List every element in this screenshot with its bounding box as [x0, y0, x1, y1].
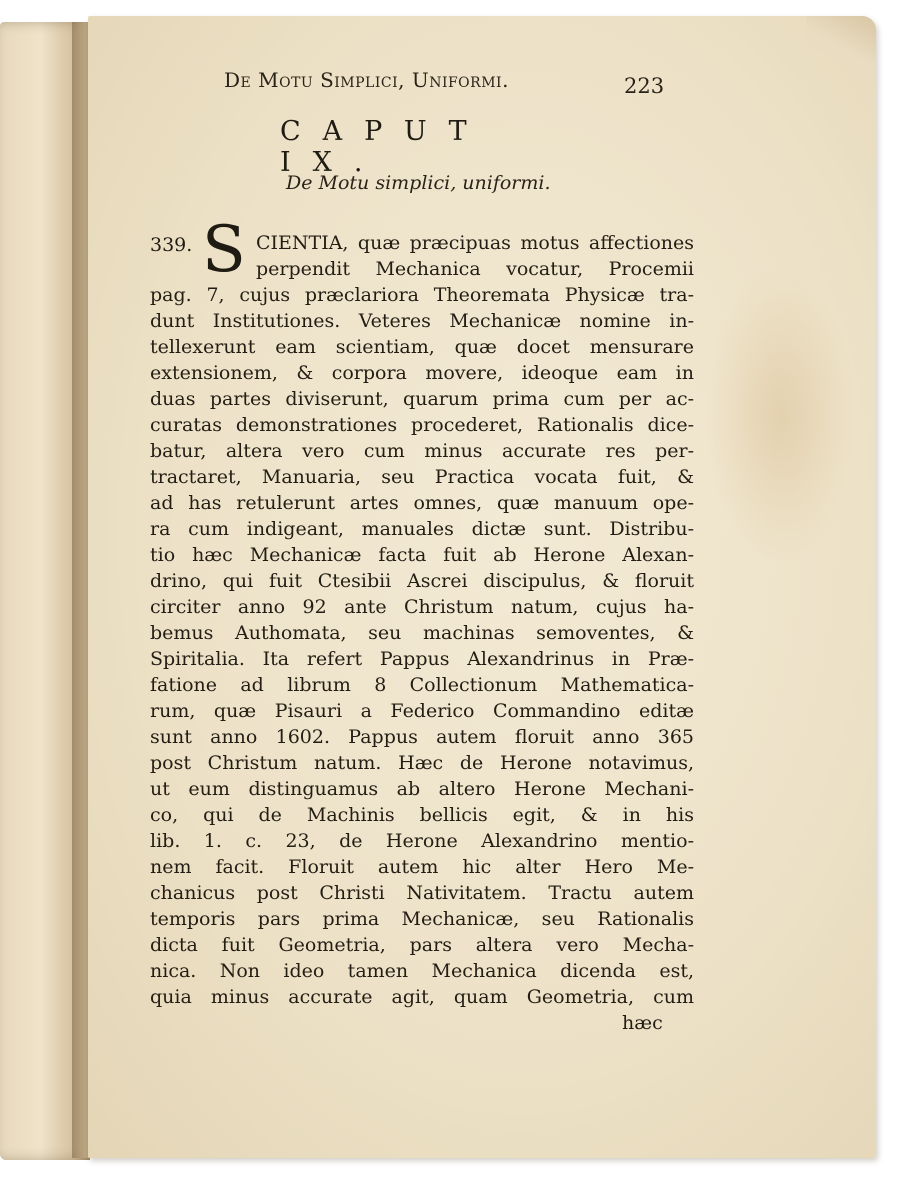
text-line: fatione ad librum 8 Collectionum Mathematica- — [150, 674, 694, 696]
section-number: 339. — [150, 234, 193, 256]
text-line: dicta fuit Geometria, pars altera vero Mecha- — [150, 934, 694, 956]
body-text — [150, 230, 694, 1010]
running-head: De Motu Simplici, Uniformi. — [224, 68, 509, 92]
catchword: hæc — [622, 1012, 663, 1034]
text-line: curatas demonstrationes procederet, Rationalis dice- — [150, 414, 694, 436]
text-line: circiter anno 92 ante Christum natum, cujus ha- — [150, 596, 694, 618]
chapter-title: CAPUT IX. — [280, 116, 489, 178]
text-line: nica. Non ideo tamen Mechanica dicenda est, — [150, 960, 694, 982]
text-line: temporis pars prima Mechanicæ, seu Rationalis — [150, 908, 694, 930]
text-line: batur, altera vero cum minus accurate res per- — [150, 440, 694, 462]
text-line: extensionem, & corpora movere, ideoque eam in — [150, 362, 694, 384]
page-number: 223 — [624, 74, 665, 98]
text-line: dunt Institutiones. Veteres Mechanicæ nomine in- — [150, 310, 694, 332]
text-line: drino, qui fuit Ctesibii Ascrei discipulus, & floruit — [150, 570, 694, 592]
text-line: co, qui de Machinis bellicis egit, & in his — [150, 804, 694, 826]
page-stain — [706, 266, 856, 566]
text-line: nem facit. Floruit autem hic alter Hero Me- — [150, 856, 694, 878]
text-line: ut eum distinguamus ab altero Herone Mechani- — [150, 778, 694, 800]
text-line: pag. 7, cujus præclariora Theoremata Physicæ tra- — [150, 284, 694, 306]
text-line: ad has retulerunt artes omnes, quæ manuum ope- — [150, 492, 694, 514]
text-line: quia minus accurate agit, quam Geometria, cum — [150, 986, 694, 1008]
drop-cap: S — [202, 213, 246, 287]
text-line: ra cum indigeant, manuales dictæ sunt. Distribu- — [150, 518, 694, 540]
text-line: duas partes diviserunt, quarum prima cum per ac- — [150, 388, 694, 410]
text-line: rum, quæ Pisauri a Federico Commandino editæ — [150, 700, 694, 722]
torn-corner — [806, 16, 876, 106]
text-line: sunt anno 1602. Pappus autem floruit anno 365 — [150, 726, 694, 748]
text-line: tellexerunt eam scientiam, quæ docet mensurare — [150, 336, 694, 358]
text-line: chanicus post Christi Nativitatem. Tractu autem — [150, 882, 694, 904]
text-line: perpendit Mechanica vocatur, Procemii — [256, 258, 694, 280]
text-line: CIENTIA, quæ præcipuas motus affectiones — [256, 232, 694, 254]
text-line: Spiritalia. Ita refert Pappus Alexandrinus in Præ- — [150, 648, 694, 670]
text-line: tractaret, Manuaria, seu Practica vocata fuit, & — [150, 466, 694, 488]
text-line: tio hæc Mechanicæ facta fuit ab Herone Alexan- — [150, 544, 694, 566]
text-line: post Christum natum. Hæc de Herone notavimus, — [150, 752, 694, 774]
chapter-subtitle: De Motu simplici, uniformi. — [286, 172, 551, 194]
text-line: bemus Authomata, seu machinas semoventes, & — [150, 622, 694, 644]
text-line: lib. 1. c. 23, de Herone Alexandrino mentio- — [150, 830, 694, 852]
